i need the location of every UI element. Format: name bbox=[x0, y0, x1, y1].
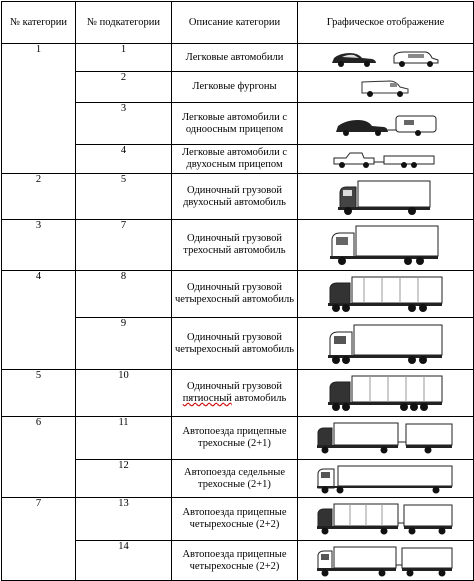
vehicle-category-table bbox=[1, 1, 474, 581]
cars-icon bbox=[326, 47, 446, 69]
graphic-cell bbox=[298, 72, 474, 103]
description-cell: Автопоезда прицепные четырехосные (2+2) bbox=[172, 498, 298, 541]
van-icon bbox=[356, 76, 416, 98]
category-cell: 1 bbox=[2, 44, 76, 174]
road-train-2plus2-icon bbox=[316, 501, 456, 537]
graphic-cell bbox=[298, 103, 474, 145]
graphic-cell bbox=[298, 174, 474, 220]
category-cell: 2 bbox=[2, 174, 76, 220]
table-row bbox=[2, 220, 474, 271]
category-cell: 5 bbox=[2, 370, 76, 417]
description-cell: Легковые автомобили с одноосным прицепом bbox=[172, 103, 298, 145]
truck-4axle-box-icon bbox=[326, 322, 446, 366]
subcategory-cell: 4 bbox=[76, 145, 172, 174]
graphic-cell bbox=[298, 498, 474, 541]
table-row bbox=[2, 417, 474, 460]
graphic-cell bbox=[298, 271, 474, 318]
description-cell: Одиночный грузовой трехосный автомобиль bbox=[172, 220, 298, 271]
subcategory-cell: 11 bbox=[76, 417, 172, 460]
header-row bbox=[2, 2, 474, 44]
graphic-cell bbox=[298, 145, 474, 174]
description-cell: Одиночный грузовой двухосный автомобиль bbox=[172, 174, 298, 220]
subcategory-cell: 2 bbox=[76, 72, 172, 103]
header-description: Описание категории bbox=[172, 2, 298, 44]
subcategory-cell: 10 bbox=[76, 370, 172, 417]
graphic-cell bbox=[298, 318, 474, 370]
car-single-axle-trailer-icon bbox=[326, 110, 446, 138]
subcategory-cell: 12 bbox=[76, 460, 172, 498]
subcategory-cell: 1 bbox=[76, 44, 172, 72]
graphic-cell bbox=[298, 460, 474, 498]
table-row bbox=[2, 498, 474, 541]
subcategory-cell: 8 bbox=[76, 271, 172, 318]
description-cell: Одиночный грузовой четырехосный автомобиль bbox=[172, 271, 298, 318]
description-cell: Одиночный грузовой пятиосный автомобиль bbox=[172, 370, 298, 417]
header-subcategory-number: № подкатегории bbox=[76, 2, 172, 44]
table-row bbox=[2, 370, 474, 417]
category-cell: 7 bbox=[2, 498, 76, 581]
category-cell: 6 bbox=[2, 417, 76, 498]
table-row bbox=[2, 271, 474, 318]
description-cell: Автопоезда прицепные четырехосные (2+2) bbox=[172, 541, 298, 581]
graphic-cell bbox=[298, 44, 474, 72]
header-category-number: № категории bbox=[2, 2, 76, 44]
road-train-2plus1-icon bbox=[316, 420, 456, 456]
truck-4axle-tarp-icon bbox=[326, 274, 446, 314]
graphic-cell bbox=[298, 370, 474, 417]
subcategory-cell: 9 bbox=[76, 318, 172, 370]
truck-2axle-icon bbox=[336, 178, 436, 216]
subcategory-cell: 7 bbox=[76, 220, 172, 271]
subcategory-cell: 3 bbox=[76, 103, 172, 145]
table-row bbox=[2, 174, 474, 220]
graphic-cell bbox=[298, 220, 474, 271]
subcategory-cell: 5 bbox=[76, 174, 172, 220]
semi-trailer-2plus1-icon bbox=[316, 463, 456, 495]
truck-5axle-icon bbox=[326, 373, 446, 413]
description-cell: Легковые фургоны bbox=[172, 72, 298, 103]
category-cell: 4 bbox=[2, 271, 76, 370]
description-cell: Легковые автомобили с двухосным прицепом bbox=[172, 145, 298, 174]
graphic-cell bbox=[298, 417, 474, 460]
description-cell: Автопоезда седельные трехосные (2+1) bbox=[172, 460, 298, 498]
category-cell: 3 bbox=[2, 220, 76, 271]
header-graphic: Графическое отображение bbox=[298, 2, 474, 44]
table-row bbox=[2, 44, 474, 72]
description-cell: Одиночный грузовой четырехосный автомобиль bbox=[172, 318, 298, 370]
spellcheck-word: пятиосный bbox=[182, 393, 232, 404]
road-train-2plus2b-icon bbox=[316, 544, 456, 578]
description-cell: Легковые автомобили bbox=[172, 44, 298, 72]
subcategory-cell: 13 bbox=[76, 498, 172, 541]
truck-3axle-icon bbox=[328, 223, 444, 267]
subcategory-cell: 14 bbox=[76, 541, 172, 581]
description-cell: Автопоезда прицепные трехосные (2+1) bbox=[172, 417, 298, 460]
car-two-axle-trailer-icon bbox=[326, 148, 446, 170]
